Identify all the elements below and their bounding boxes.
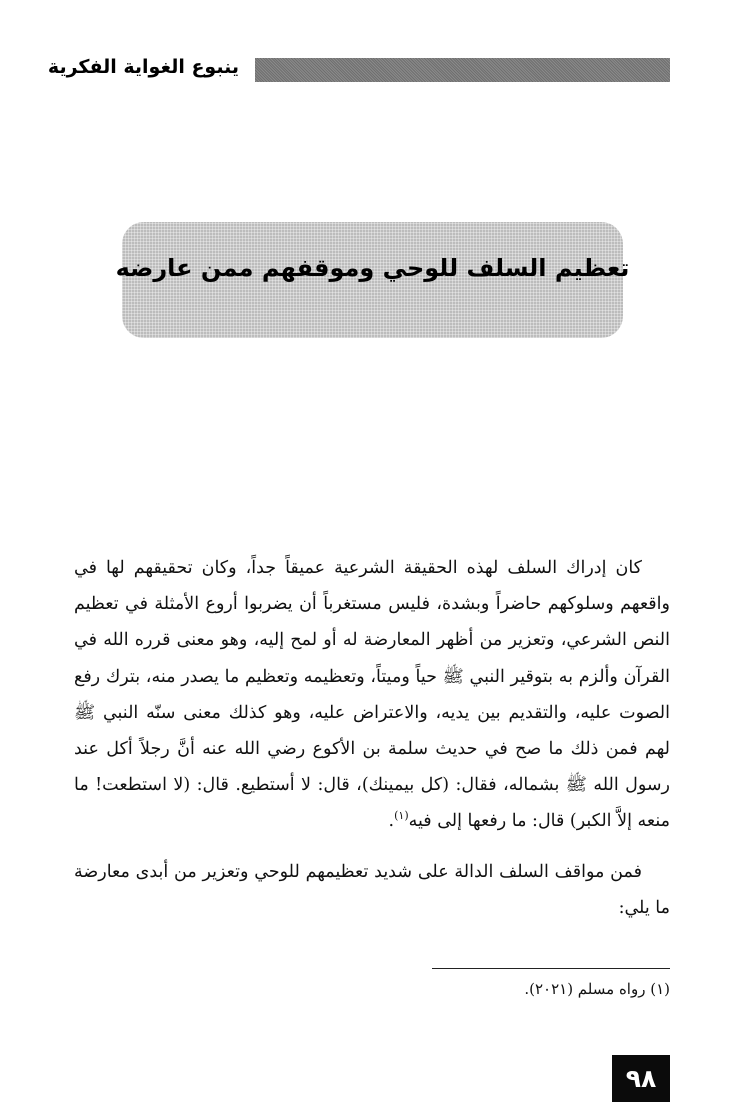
header-decorative-bar (255, 58, 670, 82)
chapter-title: تعظيم السلف للوحي وموقفهم ممن عارضه (115, 254, 630, 282)
running-header-title: ينبوع الغواية الفكرية (47, 56, 239, 78)
paragraph-2: فمن مواقف السلف الدالة على شديد تعظيمهم للوحي وتعزير من أبدى معارضة ما يلي: (74, 861, 670, 918)
footnote-reference: (١) (394, 809, 409, 823)
footnote: (١) رواه مسلم (٢٠٢١). (524, 980, 670, 998)
paragraph-1-text: كان إدراك السلف لهذه الحقيقة الشرعية عميقاً جداً، وكان تحقيقهم لها في واقعهم وسلوكهم حاضراً وبشدة، فليس مستغرباً أن يضربوا أروع الأمثلة في تعظيم النص الشرعي، وتعزير من أظهر المعارضة له أو لمح إليه، وهو معنى قرره الله في القرآن وألزم به بتوقير النبي ﷺ حياً وميتاً، وتعظيمه وتعظيم ما يصدر منه، بترك رفع الصوت عليه، والتقديم بين يديه، والاعتراض عليه، وهو كذلك معنى سنّه النبي ﷺ لهم فمن ذلك ما صح في حديث سلمة بن الأكوع رضي الله عنه أنَّ رجلاً أكل عند رسول الله ﷺ بشماله، فقال: (كل بيمينك)، قال: لا أستطيع. قال: (لا استطعت! ما منعه إلاَّ الكبر) قال: ما رفعها إلى فيه (74, 558, 670, 832)
paragraph-1 (74, 550, 670, 840)
body-text (74, 550, 670, 926)
chapter-title-box (115, 222, 630, 338)
paragraph-1-end: . (388, 811, 395, 832)
page-number: ٩٨ (612, 1055, 670, 1102)
footnote-divider (432, 968, 670, 969)
